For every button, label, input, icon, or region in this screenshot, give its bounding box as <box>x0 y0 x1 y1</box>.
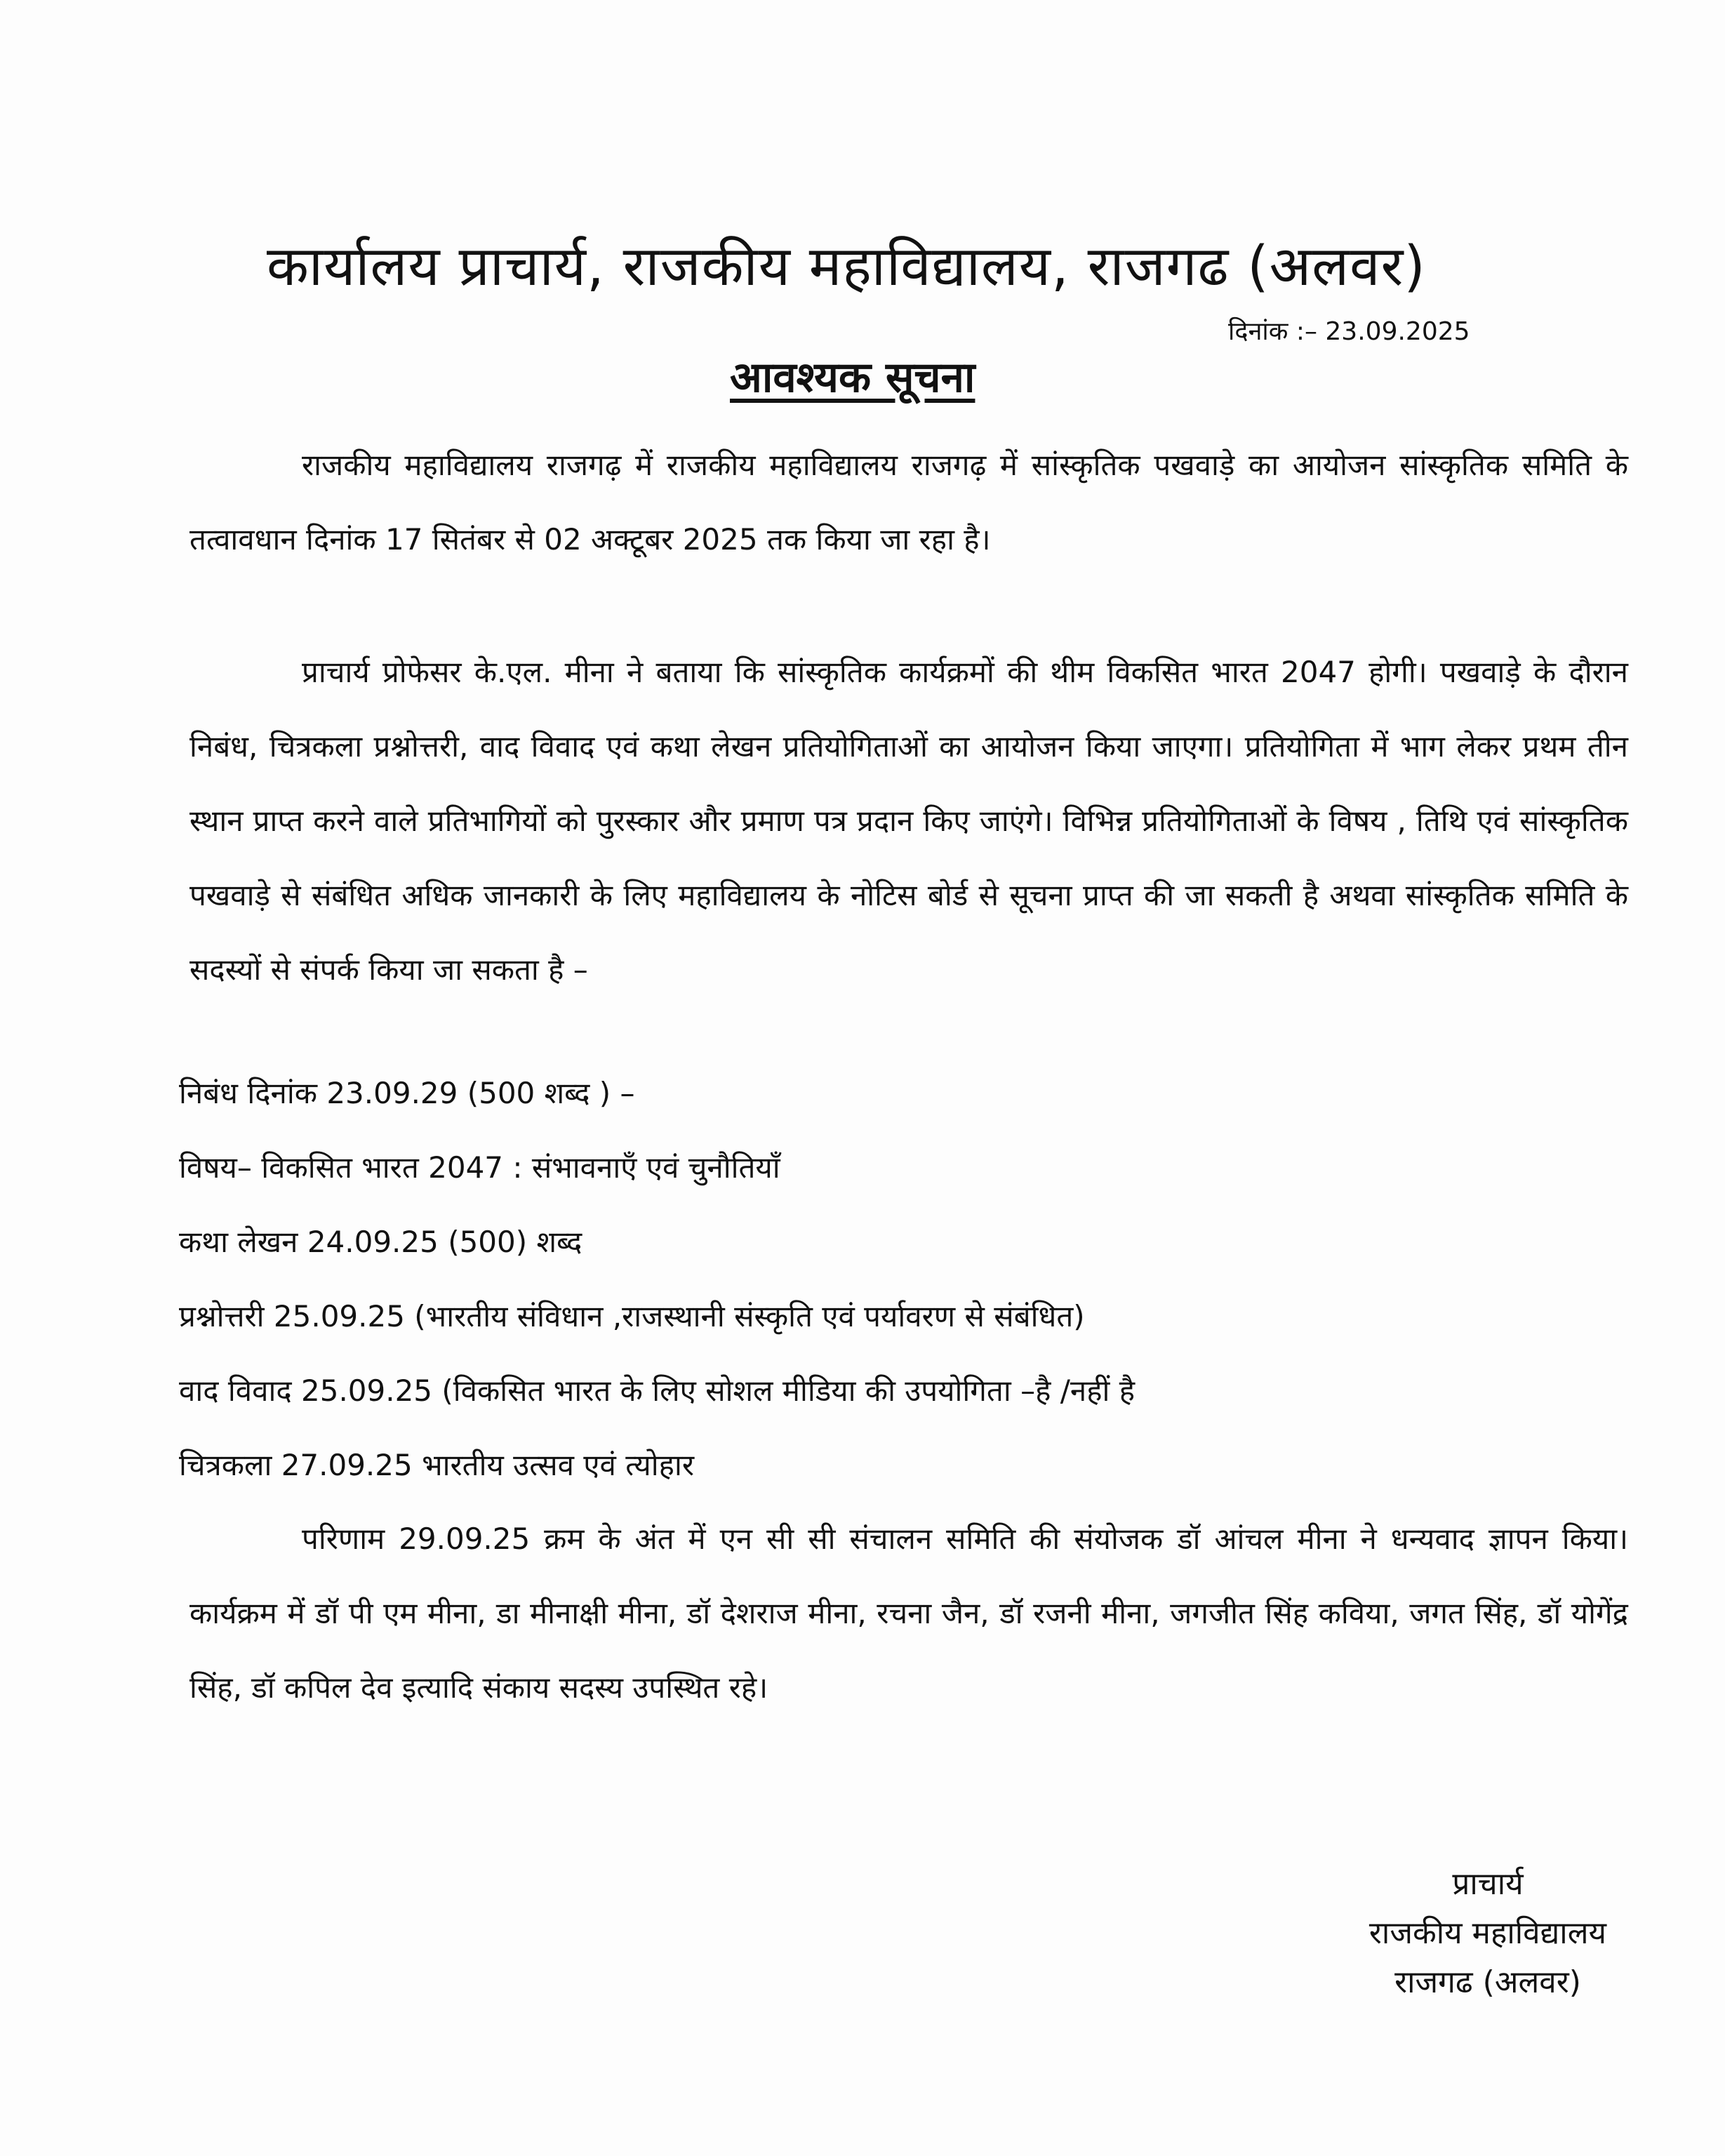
intro-paragraph: राजकीय महाविद्यालय राजगढ़ में राजकीय महाविद्यालय राजगढ़ में सांस्कृतिक पखवाड़े का आयोजन सांस्कृतिक समिति के तत्वावधान दिनांक 17 सितंबर से 02 अक्टूबर 2025 तक किया जा रहा है। <box>189 448 1628 557</box>
schedule-item-painting: चित्रकला 27.09.25 भारतीय उत्सव एवं त्योहार <box>179 1448 695 1482</box>
closing-paragraph: परिणाम 29.09.25 क्रम के अंत में एन सी सी संचालन समिति की संयोजक डॉ आंचल मीना ने धन्यवाद ज्ञापन किया। कार्यक्रम में डॉ पी एम मीना, डा मीनाक्षी मीना, डॉ देशराज मीना, रचना जैन, डॉ रजनी मीना, जगजीत सिंह कविया, जगत सिंह, डॉ योगेंद्र सिंह, डॉ कपिल देव इत्यादि संकाय सदस्य उपस्थित रहे। <box>189 1522 1628 1705</box>
signature-location: राजगढ (अलवर) <box>1394 1964 1581 2000</box>
schedule-item-story-writing: कथा लेखन 24.09.25 (500) शब्द <box>179 1225 582 1259</box>
notice-heading: आवश्यक सूचना <box>730 353 975 402</box>
signature-institution: राजकीय महाविद्यालय <box>1368 1915 1607 1951</box>
office-title: कार्यालय प्राचार्य, राजकीय महाविद्यालय, राजगढ (अलवर) <box>267 235 1426 298</box>
competition-schedule <box>179 1056 1653 1503</box>
schedule-item-topic: विषय– विकसित भारत 2047 : संभावनाएँ एवं चुनौतियाँ <box>179 1150 780 1185</box>
signature-designation: प्राचार्य <box>1452 1866 1524 1902</box>
signature-block <box>1305 1860 1670 2007</box>
schedule-item-debate: वाद विवाद 25.09.25 (विकसित भारत के लिए सोशल मीडिया की उपयोगिता –है /नहीं है <box>179 1373 1135 1408</box>
schedule-item-quiz: प्रश्नोत्तरी 25.09.25 (भारतीय संविधान ,राजस्थानी संस्कृति एवं पर्यावरण से संबंधित) <box>179 1299 1085 1333</box>
details-paragraph: प्राचार्य प्रोफेसर के.एल. मीना ने बताया कि सांस्कृतिक कार्यक्रमों की थीम विकसित भारत 2047 होगी। पखवाड़े के दौरान निबंध, चित्रकला प्रश्नोत्तरी, वाद विवाद एवं कथा लेखन प्रतियोगिताओं का आयोजन किया जाएगा। प्रतियोगिता में भाग लेकर प्रथम तीन स्थान प्राप्त करने वाले प्रतिभागियों को पुरस्कार और प्रमाण पत्र प्रदान किए जाएंगे। विभिन्न प्रतियोगिताओं के विषय , तिथि एवं सांस्कृतिक पखवाड़े से संबंधित अधिक जानकारी के लिए महाविद्यालय के नोटिस बोर्ड से सूचना प्राप्त की जा सकती है अथवा सांस्कृतिक समिति के सदस्यों से संपर्क किया जा सकता है – <box>189 655 1628 987</box>
schedule-item-essay: निबंध दिनांक 23.09.29 (500 शब्द ) – <box>179 1076 635 1110</box>
notice-date: दिनांक :– 23.09.2025 <box>1228 317 1470 346</box>
